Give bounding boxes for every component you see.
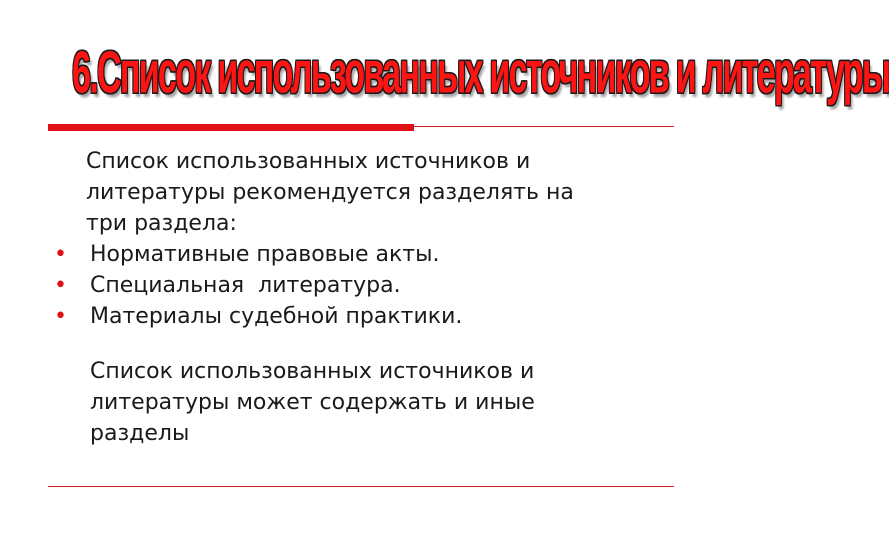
slide-body <box>54 146 694 449</box>
bullet-text: Нормативные правовые акты. <box>90 242 440 267</box>
bullet-icon: • <box>54 304 67 329</box>
outro-line: литературы может содержать и иные <box>90 390 535 415</box>
intro-line: Список использованных источников и <box>86 149 531 174</box>
title-thin-rule <box>414 126 674 127</box>
intro-line: литературы рекомендуется разделять на <box>86 180 574 205</box>
bottom-thin-rule <box>48 486 674 487</box>
bullet-text: Материалы судебной практики. <box>90 304 463 329</box>
paragraph-gap <box>54 332 694 356</box>
bullet-icon: • <box>54 273 67 298</box>
bullet-icon: • <box>54 242 67 267</box>
intro-paragraph <box>54 146 694 239</box>
title-accent-rule <box>48 124 414 131</box>
intro-line: три раздела: <box>86 211 237 236</box>
bullet-text: Специальная литература. <box>90 273 401 298</box>
bullet-item <box>54 301 694 332</box>
bullet-item <box>54 270 694 301</box>
outro-line: разделы <box>90 421 190 446</box>
outro-paragraph <box>54 356 694 449</box>
outro-line: Список использованных источников и <box>90 359 535 384</box>
bullet-item <box>54 239 694 270</box>
slide-title: 6.Список использованных источников и литературы <box>72 41 889 107</box>
